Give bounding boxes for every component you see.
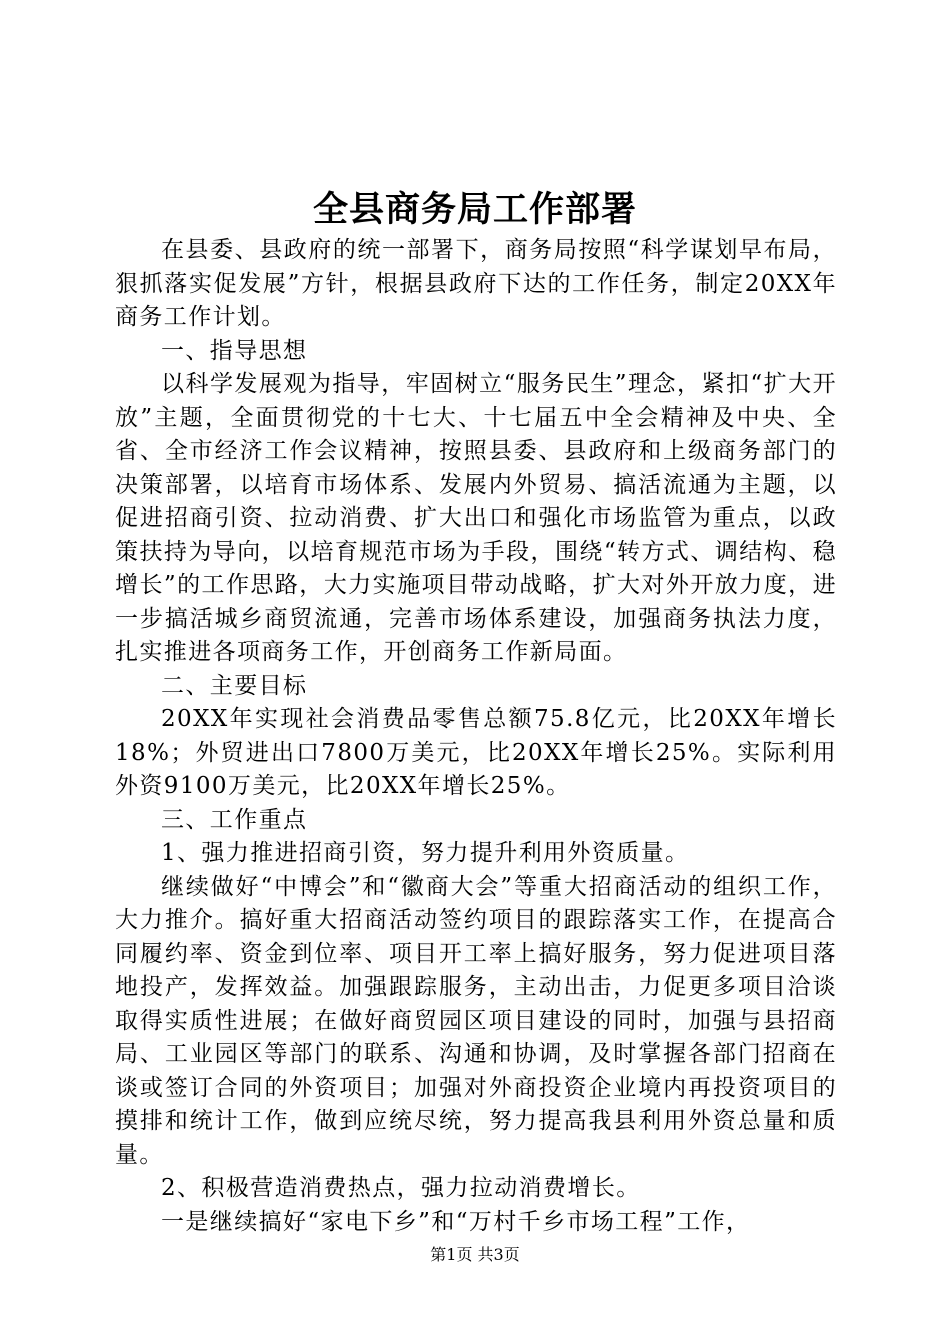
section-heading-work-focus: 三、工作重点 xyxy=(161,806,308,833)
intro-paragraph: 在县委、县政府的统一部署下，商务局按照“科学谋划早布局，狠抓落实促发展”方针，根据县政府下达的工作任务，制定20XX年商务工作计划。 xyxy=(115,237,837,330)
page-footer: 第1页 共3页 xyxy=(430,1245,520,1264)
guiding-ideology-paragraph: 以科学发展观为指导，牢固树立“服务民生”理念，紧扣“扩大开放”主题，全面贯彻党的十七大、十七届五中全会精神及中央、全省、全市经济工作会议精神，按照县委、县政府和上级商务部门的决策部署，以培育市场体系、发展内外贸易、搞活流通为主题，以促进招商引资、拉动消费、扩大出口和强化市场监管为重点，以政策扶持为导向，以培育规范市场为手段，围绕“转方式、调结构、稳增长”的工作思路，大力实施项目带动战略，扩大对外开放力度，进一步搞活城乡商贸流通，完善市场体系建设，加强商务执法力度，扎实推进各项商务工作，开创商务工作新局面。 xyxy=(115,371,837,665)
subheading-investment: 1、强力推进招商引资，努力提升利用外资质量。 xyxy=(161,840,690,866)
document-title: 全县商务局工作部署 xyxy=(312,189,637,230)
investment-paragraph: 继续做好“中博会”和“徽商大会”等重大招商活动的组织工作，大力推介。搞好重大招商活动签约项目的跟踪落实工作，在提高合同履约率、资金到位率、项目开工率上搞好服务，努力促进项目落地投产，发挥效益。加强跟踪服务，主动出击，力促更多项目洽谈取得实质性进展；在做好商贸园区项目建设的同时，加强与县招商局、工业园区等部门的联系、沟通和协调，及时掌握各部门招商在谈或签订合同的外资项目；加强对外商投资企业境内再投资项目的摸排和统计工作，做到应统尽统，努力提高我县利用外资总量和质量。 xyxy=(115,873,837,1168)
section-heading-guiding-ideology: 一、指导思想 xyxy=(161,337,308,364)
document-body xyxy=(115,234,837,1239)
subheading-consumption: 2、积极营造消费热点，强力拉动消费增长。 xyxy=(161,1175,641,1201)
consumption-paragraph: 一是继续搞好“家电下乡”和“万村千乡市场工程”工作， xyxy=(161,1208,751,1235)
main-goals-paragraph: 20XX年实现社会消费品零售总额75.8亿元，比20XX年增长18%；外贸进出口7800万美元，比20XX年增长25%。实际利用外资9100万美元，比20XX年增长25%。 xyxy=(115,706,837,799)
section-heading-main-goals: 二、主要目标 xyxy=(161,672,308,699)
